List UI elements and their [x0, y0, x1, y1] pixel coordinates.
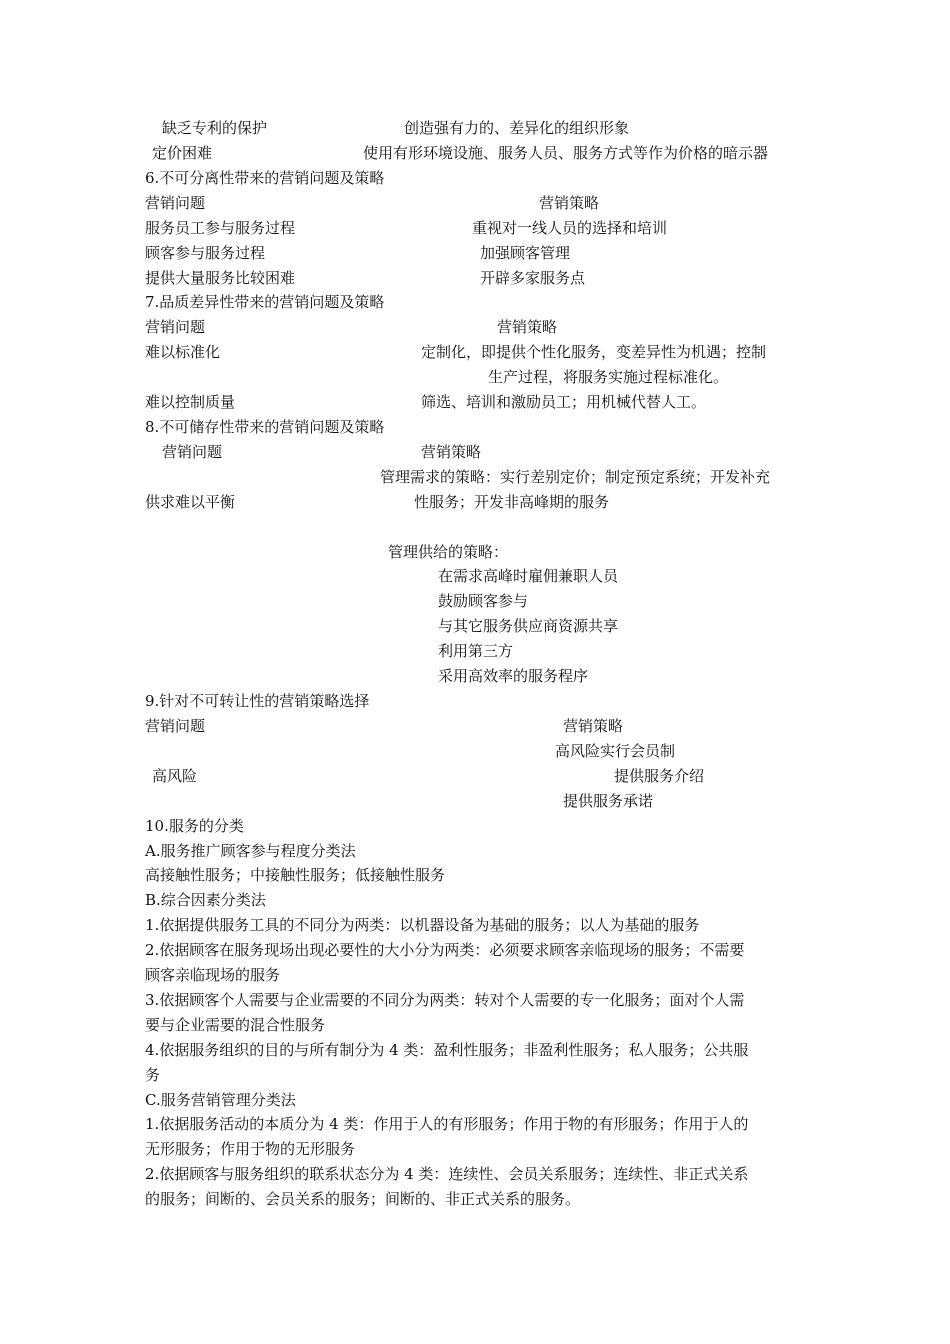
s8-col-problem: 营销问题 [162, 443, 223, 461]
s9-problem: 高风险 [152, 767, 198, 785]
s10-a-title: A.服务推广顾客参与程度分类法 [145, 842, 356, 860]
s6-problem-3: 提供大量服务比较困难 [145, 269, 296, 287]
s10-b3-line1: 3.依据顾客个人需要与企业需要的不同分为两类：转对个人需要的专一化服务；面对个人需 [145, 991, 745, 1009]
s8-supply-item: 与其它服务供应商资源共享 [438, 617, 619, 635]
s6-strategy-3: 开辟多家服务点 [480, 269, 586, 287]
s10-c2-line2: 的服务；间断的、会员关系的服务；间断的、非正式关系的服务。 [145, 1190, 581, 1208]
s6-problem-1: 服务员工参与服务过程 [145, 219, 296, 237]
s9-col-problem: 营销问题 [145, 717, 206, 735]
s9-strategy-2: 提供服务介绍 [614, 767, 705, 785]
s10-b1: 1.依据提供服务工具的不同分为两类：以机器设备为基础的服务；以人为基础的服务 [145, 916, 700, 934]
s7-heading: 7.品质差异性带来的营销问题及策略 [145, 293, 385, 311]
s5-strategy-1: 创造强有力的、差异化的组织形象 [404, 119, 630, 137]
s9-strategy-1: 高风险实行会员制 [555, 742, 676, 760]
s8-supply-item: 在需求高峰时雇佣兼职人员 [438, 567, 619, 585]
s7-strategy-2: 筛选、培训和激励员工；用机械代替人工。 [421, 393, 707, 411]
s8-supply-item: 鼓励顾客参与 [438, 592, 529, 610]
s6-col-strategy: 营销策略 [539, 194, 600, 212]
s6-heading: 6.不可分离性带来的营销问题及策略 [145, 169, 385, 187]
s10-a-text: 高接触性服务；中接触性服务；低接触性服务 [145, 866, 446, 884]
s10-b-title: B.综合因素分类法 [145, 891, 266, 909]
s10-heading: 10.服务的分类 [145, 817, 244, 835]
s8-supply-title: 管理供给的策略： [388, 543, 509, 561]
s8-supply-item: 采用高效率的服务程序 [438, 667, 589, 685]
s10-b2-line2: 顾客亲临现场的服务 [145, 966, 281, 984]
s9-col-strategy: 营销策略 [563, 717, 624, 735]
s10-b4-line2: 务 [145, 1066, 161, 1084]
s8-col-strategy: 营销策略 [421, 443, 482, 461]
s8-demand-line1: 管理需求的策略：实行差别定价；制定预定系统；开发补充 [380, 468, 771, 486]
s5-strategy-2: 使用有形环境设施、服务人员、服务方式等作为价格的暗示器 [363, 144, 769, 162]
s8-heading: 8.不可储存性带来的营销问题及策略 [145, 418, 385, 436]
s10-c1-line1: 1.依据服务活动的本质分为 4 类：作用于人的有形服务；作用于物的有形服务；作用于人的 [145, 1115, 749, 1133]
s8-problem: 供求难以平衡 [145, 493, 236, 511]
s10-b4-line1: 4.依据服务组织的目的与所有制分为 4 类：盈利性服务；非盈利性服务；私人服务；公共服 [145, 1041, 749, 1059]
s10-c-title: C.服务营销管理分类法 [145, 1091, 296, 1109]
s7-col-strategy: 营销策略 [497, 318, 558, 336]
s6-strategy-2: 加强顾客管理 [480, 244, 571, 262]
s7-problem-2: 难以控制质量 [145, 393, 236, 411]
s7-col-problem: 营销问题 [145, 318, 206, 336]
s6-problem-2: 顾客参与服务过程 [145, 244, 266, 262]
s9-strategy-3: 提供服务承诺 [563, 792, 654, 810]
s7-strategy-1-line2: 生产过程，将服务实施过程标准化。 [488, 368, 729, 386]
s10-c2-line1: 2.依据顾客与服务组织的联系状态分为 4 类：连续性、会员关系服务；连续性、非正式关系 [145, 1165, 749, 1183]
s9-heading: 9.针对不可转让性的营销策略选择 [145, 692, 370, 710]
s10-b3-line2: 要与企业需要的混合性服务 [145, 1016, 326, 1034]
s6-strategy-1: 重视对一线人员的选择和培训 [472, 219, 668, 237]
s10-b2-line1: 2.依据顾客在服务现场出现必要性的大小分为两类：必须要求顾客亲临现场的服务；不需要 [145, 941, 745, 959]
s7-problem-1: 难以标准化 [145, 343, 221, 361]
s10-c1-line2: 无形服务；作用于物的无形服务 [145, 1140, 356, 1158]
s8-supply-item: 利用第三方 [438, 642, 514, 660]
s5-problem-2: 定价困难 [152, 144, 213, 162]
s7-strategy-1-line1: 定制化，即提供个性化服务，变差异性为机遇；控制 [421, 343, 767, 361]
s8-demand-line2: 性服务；开发非高峰期的服务 [414, 493, 610, 511]
s5-problem-1: 缺乏专利的保护 [162, 119, 268, 137]
s6-col-problem: 营销问题 [145, 194, 206, 212]
